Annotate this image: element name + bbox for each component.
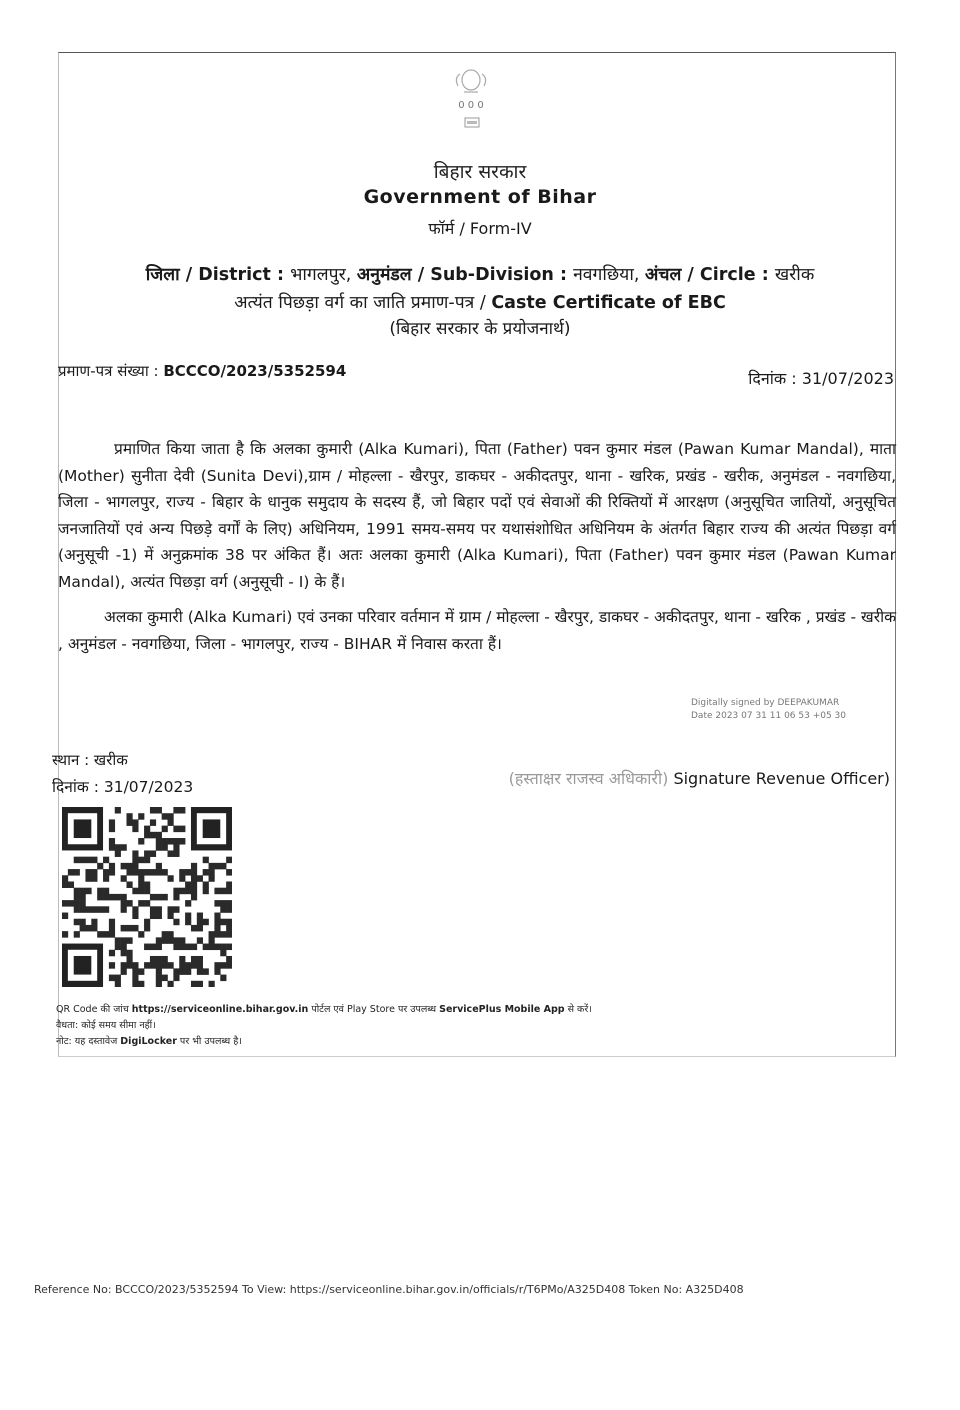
signature-date: दिनांक : 31/07/2023 (52, 778, 194, 796)
location-line (0, 262, 960, 286)
government-emblem-icon (446, 66, 496, 136)
certificate-number-label: प्रमाण-पत्र संख्या : (58, 362, 164, 380)
footnote-portal-link[interactable]: https://serviceonline.bihar.gov.in (131, 1004, 309, 1015)
footnote-note-suffix: पर भी उपलब्ध है। (176, 1036, 242, 1047)
signature-block (509, 767, 890, 789)
reference-line: Reference No: BCCCO/2023/5352594 To View: https://serviceonline.bihar.gov.in/officials/r/T6PMo/A325D408 Token No: A325D408 (34, 1283, 744, 1296)
district-value: भागलपुर, (290, 265, 357, 285)
circle-value: खरीक (774, 265, 815, 285)
certificate-title (0, 290, 960, 314)
digital-signature-signer: Digitally signed by DEEPAKUMAR (691, 698, 840, 708)
district-label: जिला / District : (145, 265, 291, 285)
digital-signature (691, 697, 846, 723)
footnote-suffix: से करें। (564, 1004, 592, 1015)
certificate-title-hindi: अत्यंत पिछड़ा वर्ग का जाति प्रमाण-पत्र / (234, 293, 492, 313)
subdivision-label: अनुमंडल / Sub-Division : (356, 265, 574, 285)
hindi-government-title: बिहार सरकार (433, 161, 527, 183)
footnote-store-text: पोर्टल एवं Play Store पर उपलब्ध (308, 1004, 440, 1015)
footnote-qr-text: QR Code की जांच (56, 1004, 132, 1015)
footnote-validity: वैधता: कोई समय सीमा नहीं। (56, 1020, 156, 1031)
footnote-qr-verification (56, 1002, 592, 1018)
circle-label: अंचल / Circle : (644, 265, 775, 285)
certificate-number (58, 361, 346, 381)
digital-signature-date: Date 2023 07 31 11 06 53 +05 30 (691, 711, 847, 721)
signature-hindi-label: (हस्ताक्षर राजस्व अधिकारी) (508, 769, 674, 788)
footnote-app-name: ServicePlus Mobile App (439, 1004, 565, 1015)
footnote-digilocker-name: DigiLocker (120, 1036, 177, 1047)
english-government-title: Government of Bihar (363, 186, 597, 208)
certificate-purpose: (बिहार सरकार के प्रयोजनार्थ) (389, 319, 571, 339)
subdivision-value: नवगछिया, (573, 265, 645, 285)
footnotes (56, 1002, 592, 1050)
signature-label: Signature Revenue Officer) (673, 769, 890, 788)
issue-date: दिनांक : 31/07/2023 (748, 369, 894, 388)
residence-paragraph: अलका कुमारी (Alka Kumari) एवं उनका परिवार वर्तमान में ग्राम / मोहल्ला - खैरपुर, डाकघर - अकीदतपुर, थाना - खरिक , प्रखंड - खरीक , अनुमंडल - नवगछिया, जिला - भागलपुर, राज्य - BIHAR में निवास करता हैं। (58, 608, 896, 653)
footnote-note-text: नोट: यह दस्तावेज (56, 1036, 121, 1047)
footnote-digilocker (56, 1034, 592, 1050)
qr-code-icon (62, 807, 232, 987)
form-number: फॉर्म / Form-IV (428, 219, 532, 238)
certification-paragraph: प्रमाणित किया जाता है कि अलका कुमारी (Alka Kumari), पिता (Father) पवन कुमार मंडल (Pawan Kumar Mandal), माता (Mother) सुनीता देवी (Sunita Devi),ग्राम / मोहल्ला - खैरपुर, डाकघर - अकीदतपुर, थाना - खरिक, प्रखंड - खरीक, अनुमंडल - नवगछिया, जिला - भागलपुर, राज्य - बिहार के धानुक समुदाय के सदस्य हैं, जो बिहार पदों एवं सेवाओं की रिक्तियों में आरक्षण (अनुसूचित जातियों, अनुसूचित जनजातियों एवं अन्य पिछड़े वर्गों के लिए) अधिनियम, 1991 समय-समय पर यथासंशोधित अधिनियम के अंतर्गत बिहार राज्य की अत्यंत पिछड़ा वर्ग (अनुसूची -1) में अनुक्रमांक 38 पर अंकित हैं। अतः अलका कुमारी (Alka Kumari), पिता (Father) पवन कुमार मंडल (Pawan Kumar Mandal), अत्यंत पिछड़ा वर्ग (अनुसूची - I) के हैं। (58, 440, 896, 591)
certificate-title-english: Caste Certificate of EBC (491, 293, 726, 313)
place: स्थान : खरीक (52, 751, 128, 769)
emblem-caption: 0 0 0 (458, 100, 484, 111)
certificate-number-value: BCCCO/2023/5352594 (163, 362, 347, 380)
